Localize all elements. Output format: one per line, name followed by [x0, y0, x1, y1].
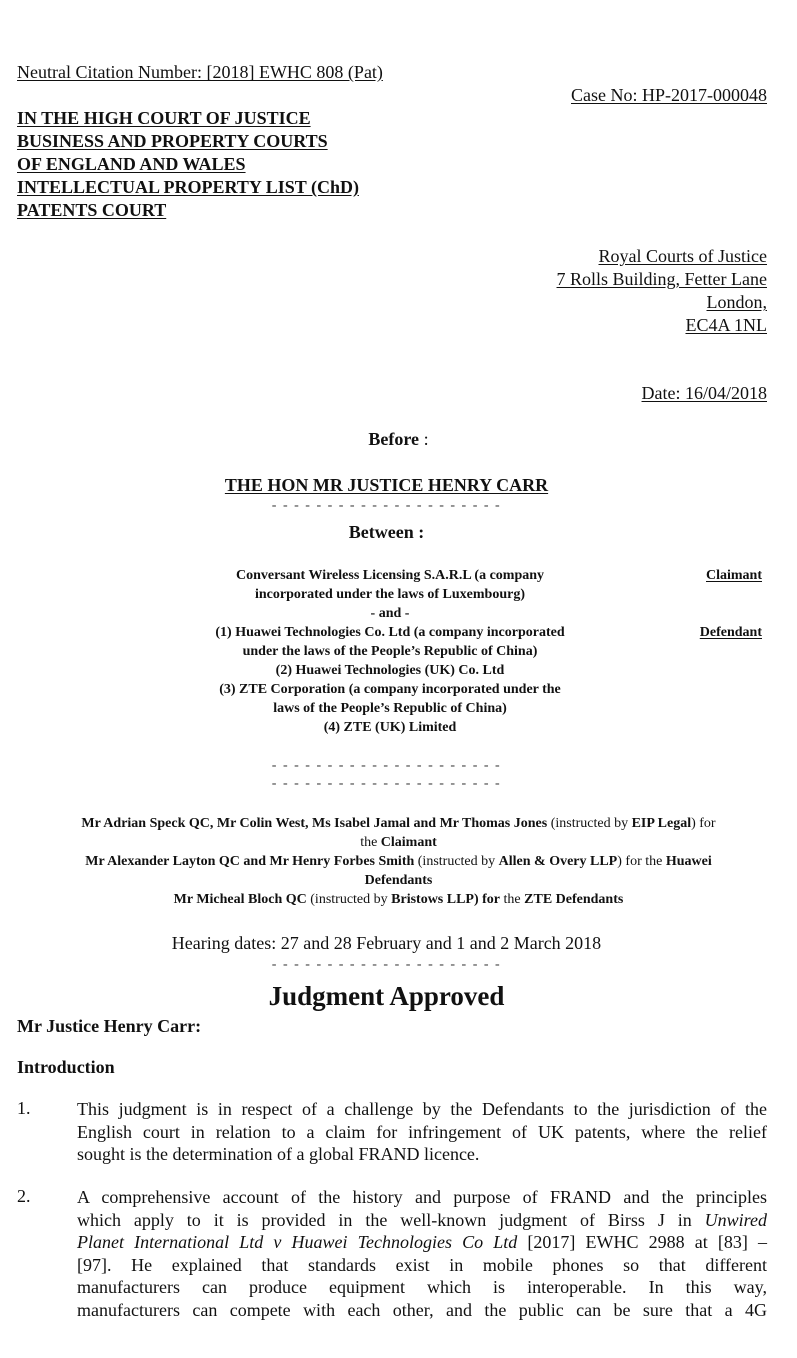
party-line: (3) ZTE Corporation (a company incorporated under the	[219, 682, 561, 697]
court-line: OF ENGLAND AND WALES	[17, 154, 246, 174]
party-name: Huawei	[665, 854, 712, 869]
instructed-text: ) for	[691, 816, 716, 831]
paragraph-number: 2.	[17, 1186, 31, 1206]
paragraph-line: manufacturers can compete with each other, and the public can be sure that a 4G	[77, 1299, 767, 1320]
separator: - - - - - - - - - - - - - - - - - - - - -	[271, 776, 502, 791]
separator: - - - - - - - - - - - - - - - - - - - - -	[271, 498, 502, 513]
counsel-block	[10, 814, 787, 909]
neutral-citation: Neutral Citation Number: [2018] EWHC 808 (Pat)	[17, 62, 383, 82]
judgment-title: Judgment Approved	[268, 981, 505, 1011]
court-line: PATENTS COURT	[17, 200, 167, 220]
instructed-text: ) for the	[617, 854, 666, 869]
paragraph-line: A comprehensive account of the history and purpose of FRAND and the principles	[77, 1187, 767, 1207]
law-firm: Bristows LLP) for	[391, 892, 501, 907]
counsel-names: Mr Micheal Bloch QC	[173, 892, 307, 907]
section-heading: Introduction	[17, 1057, 115, 1077]
paragraph-text: which apply to it is provided in the well-known judgment of Birss J in	[77, 1209, 705, 1230]
the-text: the	[500, 892, 525, 907]
paragraph-2	[77, 1186, 767, 1321]
claimant-party	[170, 566, 610, 737]
before-colon: :	[419, 429, 429, 449]
party-line: under the laws of the People’s Republic of China)	[242, 644, 538, 659]
paragraph-line: manufacturers can produce equipment which is interoperable. In this way,	[77, 1277, 767, 1297]
counsel-claimant-line	[10, 814, 787, 833]
party-line: (1) Huawei Technologies Co. Ltd (a company incorporated	[215, 625, 565, 640]
party-line: (4) ZTE (UK) Limited	[323, 720, 457, 735]
paragraph-line: This judgment is in respect of a challenge by the Defendants to the jurisdiction of the	[77, 1099, 767, 1119]
party-name: Defendants	[364, 873, 433, 888]
party-name: ZTE Defendants	[524, 892, 624, 907]
counsel-huawei-line	[10, 852, 787, 871]
counsel-huawei-line-2	[10, 871, 787, 890]
party-line: Conversant Wireless Licensing S.A.R.L (a company	[235, 568, 545, 583]
counsel-names: Mr Adrian Speck QC, Mr Colin West, Ms Isabel Jamal and Mr Thomas Jones	[81, 816, 548, 831]
court-line: BUSINESS AND PROPERTY COURTS	[17, 131, 328, 151]
between-heading: Between :	[348, 522, 425, 542]
counsel-claimant-line-2	[10, 833, 787, 852]
party-line: laws of the People’s Republic of China)	[273, 701, 507, 716]
case-number: Case No: HP-2017-000048	[571, 85, 767, 105]
hearing-dates: Hearing dates: 27 and 28 February and 1 and 2 March 2018	[171, 933, 602, 953]
paragraph-line: English court in relation to a claim for infringement of UK patents, where the relief	[77, 1121, 767, 1142]
court-line: IN THE HIGH COURT OF JUSTICE	[17, 108, 311, 128]
paragraph-text: [2017] EWHC 2988 at [83] –	[517, 1232, 767, 1252]
address-line: Royal Courts of Justice	[598, 246, 767, 266]
law-firm: Allen & Overy LLP	[498, 854, 618, 869]
counsel-names: Mr Alexander Layton QC and Mr Henry Forbes Smith	[85, 854, 415, 869]
instructed-text: (instructed by	[306, 892, 392, 907]
paragraph-line: sought is the determination of a global FRAND licence.	[77, 1144, 480, 1164]
judge-heading: Mr Justice Henry Carr:	[17, 1016, 202, 1036]
judgment-date: Date: 16/04/2018	[641, 383, 767, 403]
address-line: London,	[706, 292, 767, 312]
court-line: INTELLECTUAL PROPERTY LIST (ChD)	[17, 177, 359, 197]
paragraph-line	[77, 1231, 767, 1254]
before-heading	[0, 428, 797, 451]
separator: - - - - - - - - - - - - - - - - - - - - -	[271, 758, 502, 773]
claimant-role: Claimant	[706, 568, 762, 583]
party-line: incorporated under the laws of Luxembourg)	[254, 587, 526, 602]
party-name: Claimant	[380, 835, 437, 850]
paragraph-line	[77, 1209, 767, 1232]
address-line: 7 Rolls Building, Fetter Lane	[556, 269, 767, 289]
law-firm: EIP Legal	[631, 816, 692, 831]
party-line: (2) Huawei Technologies (UK) Co. Ltd	[275, 663, 505, 678]
counsel-zte-line	[10, 890, 787, 909]
paragraph-line: [97]. He explained that standards exist in mobile phones so that different	[77, 1254, 767, 1275]
judge-name: THE HON MR JUSTICE HENRY CARR	[224, 475, 549, 495]
the-text: the	[360, 835, 381, 850]
separator: - - - - - - - - - - - - - - - - - - - - -	[271, 957, 502, 972]
case-name: Planet International Ltd v Huawei Technologies Co Ltd	[77, 1232, 518, 1252]
before-label: Before	[368, 429, 420, 449]
address-line: EC4A 1NL	[685, 315, 767, 335]
instructed-text: (instructed by	[547, 816, 632, 831]
case-name: Unwired	[704, 1209, 767, 1230]
paragraph-number: 1.	[17, 1098, 31, 1118]
defendant-role: Defendant	[699, 625, 762, 640]
instructed-text: (instructed by	[414, 854, 499, 869]
paragraph-1	[77, 1098, 767, 1166]
and-separator: - and -	[370, 606, 410, 621]
